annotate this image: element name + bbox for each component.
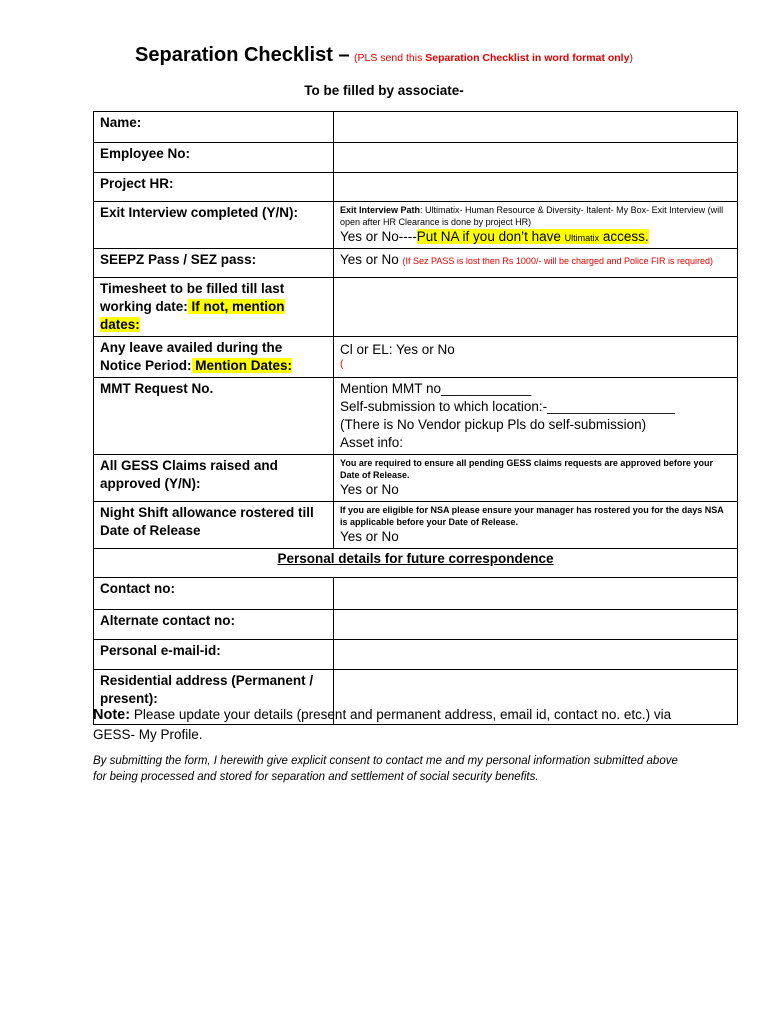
seepz-note: (If Sez PASS is lost then Rs 1000/- will be charged and Police FIR is required) bbox=[402, 256, 714, 266]
field-gess[interactable] bbox=[334, 455, 738, 502]
field-seepz[interactable] bbox=[334, 249, 738, 278]
leave-highlight: Mention Dates: bbox=[191, 358, 293, 373]
subtitle: To be filled by associate- bbox=[304, 83, 464, 98]
mmt-line-2: Self-submission to which location:-_________________ bbox=[340, 399, 675, 414]
field-exit-interview[interactable] bbox=[334, 202, 738, 249]
label-exit-interview: Exit Interview completed (Y/N): bbox=[94, 202, 334, 249]
exit-na-text: Put NA if you don’t have bbox=[416, 229, 565, 244]
exit-path-label: Exit Interview Path bbox=[340, 205, 421, 215]
row-project-hr bbox=[94, 173, 738, 202]
label-gess: All GESS Claims raised and approved (Y/N): bbox=[94, 455, 334, 502]
note-text: Please update your details (present and permanent address, email id, contact no. etc.) via GESS- My Profile. bbox=[93, 707, 672, 742]
title-note-bold: Separation Checklist in word format only bbox=[425, 52, 630, 64]
row-contact bbox=[94, 578, 738, 610]
row-email bbox=[94, 640, 738, 670]
field-night-shift[interactable] bbox=[334, 502, 738, 549]
label-project-hr: Project HR: bbox=[94, 173, 334, 202]
label-leave bbox=[94, 337, 334, 378]
field-project-hr[interactable] bbox=[334, 173, 738, 202]
label-employee-no: Employee No: bbox=[94, 143, 334, 173]
document-title bbox=[0, 44, 768, 67]
row-gess bbox=[94, 455, 738, 502]
field-email[interactable] bbox=[334, 640, 738, 670]
field-timesheet[interactable] bbox=[334, 278, 738, 337]
note-label: Note: bbox=[93, 707, 131, 723]
seepz-yes-no: Yes or No bbox=[340, 252, 403, 267]
mmt-line-4: Asset info: bbox=[340, 435, 404, 450]
field-name[interactable] bbox=[334, 112, 738, 143]
leave-red-mark: ( bbox=[340, 359, 344, 370]
exit-na-highlight bbox=[417, 229, 649, 244]
exit-path-text: : Ultimatix- Human Resource & Diversity- Italent- My Box- Exit Interview (will open after HR Clearance is done by project HR) bbox=[340, 205, 724, 227]
exit-na-ultimatix: Ultimatix bbox=[564, 233, 600, 243]
gess-note: You are required to ensure all pending GESS claims requests are approved before your Date of Release. bbox=[340, 458, 713, 480]
gess-yes-no: Yes or No bbox=[340, 482, 399, 497]
field-employee-no[interactable] bbox=[334, 143, 738, 173]
title-note bbox=[354, 52, 633, 64]
row-mmt bbox=[94, 378, 738, 455]
row-timesheet bbox=[94, 278, 738, 337]
label-contact: Contact no: bbox=[94, 578, 334, 610]
row-section-title bbox=[94, 549, 738, 578]
label-night-shift: Night Shift allowance rostered till Date of Release bbox=[94, 502, 334, 549]
row-seepz bbox=[94, 249, 738, 278]
exit-interview-answer bbox=[340, 228, 731, 246]
row-name bbox=[94, 112, 738, 143]
leave-value: Cl or EL: Yes or No bbox=[340, 342, 455, 357]
section-title: Personal details for future correspondence bbox=[94, 549, 738, 578]
exit-na-end: access. bbox=[599, 229, 649, 244]
timesheet-highlight: If not, mention dates: bbox=[100, 299, 285, 332]
timesheet-label-text: Timesheet to be filled till last working date: bbox=[100, 281, 285, 314]
title-text: Separation Checklist – bbox=[135, 44, 350, 66]
leave-label-text: Any leave availed during the Notice Period: bbox=[100, 340, 283, 373]
exit-interview-path bbox=[340, 204, 731, 228]
label-timesheet bbox=[94, 278, 334, 337]
row-night-shift bbox=[94, 502, 738, 549]
mmt-line-3: (There is No Vendor pickup Pls do self-submission) bbox=[340, 417, 647, 432]
field-mmt[interactable] bbox=[334, 378, 738, 455]
night-shift-note: If you are eligible for NSA please ensure your manager has rostered you for the days NSA is applicable before your Date of Release. bbox=[340, 505, 724, 527]
label-address: Residential address (Permanent / present): bbox=[94, 670, 334, 725]
row-leave bbox=[94, 337, 738, 378]
title-note-suffix: ) bbox=[629, 52, 633, 64]
field-alt-contact[interactable] bbox=[334, 610, 738, 640]
label-seepz: SEEPZ Pass / SEZ pass: bbox=[94, 249, 334, 278]
label-name: Name: bbox=[94, 112, 334, 143]
consent-text: By submitting the form, I herewith give explicit consent to contact me and my personal information submitted above for being processed and stored for separation and settlement of social security benefits. bbox=[93, 755, 678, 783]
night-shift-yes-no: Yes or No bbox=[340, 529, 399, 544]
title-note-prefix: (PLS send this bbox=[354, 52, 426, 64]
mmt-line-1: Mention MMT no____________ bbox=[340, 381, 532, 396]
field-leave[interactable] bbox=[334, 337, 738, 378]
field-contact[interactable] bbox=[334, 578, 738, 610]
label-email: Personal e-mail-id: bbox=[94, 640, 334, 670]
row-alt-contact bbox=[94, 610, 738, 640]
row-exit-interview bbox=[94, 202, 738, 249]
exit-yes-no: Yes or No---- bbox=[340, 229, 417, 244]
row-employee-no bbox=[94, 143, 738, 173]
note-paragraph bbox=[93, 705, 713, 744]
checklist-table bbox=[93, 111, 738, 725]
label-alt-contact: Alternate contact no: bbox=[94, 610, 334, 640]
label-mmt: MMT Request No. bbox=[94, 378, 334, 455]
